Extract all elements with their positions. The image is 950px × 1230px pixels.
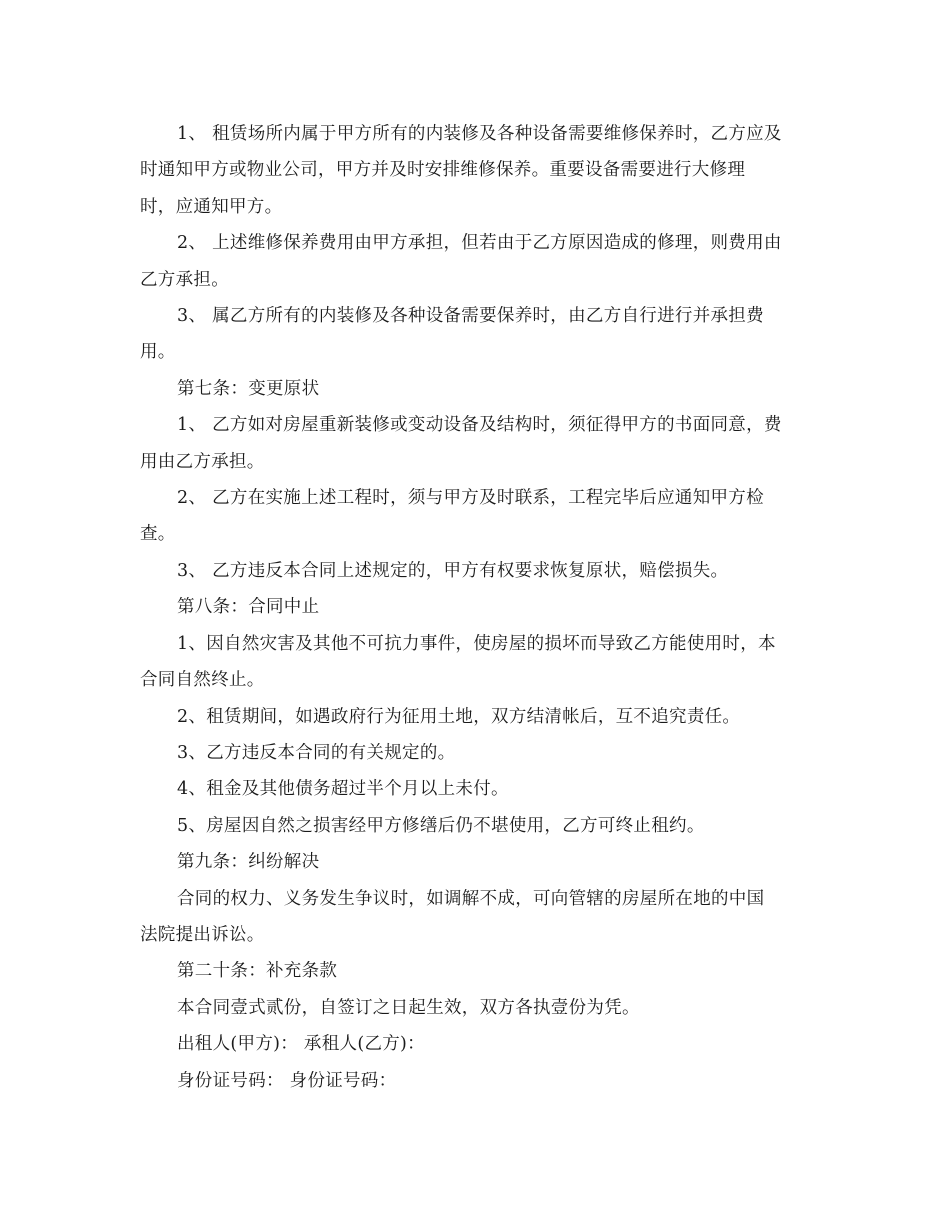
clause-8-1-line-2: 合同自然终止。 — [140, 670, 265, 691]
article-9-heading: 第九条：纠纷解决 — [177, 852, 320, 873]
clause-maintenance-3-line-2: 用。 — [140, 342, 176, 363]
clause-8-3: 3、乙方违反本合同的有关规定的。 — [177, 742, 456, 763]
clause-maintenance-1-line-1: 1、 租赁场所内属于甲方所有的内装修及各种设备需要维修保养时，乙方应及 — [177, 124, 782, 144]
clause-maintenance-2-line-1: 2、 上述维修保养费用由甲方承担，但若由于乙方原因造成的修理，则费用由 — [177, 233, 782, 254]
clause-9-line-2: 法院提出诉讼。 — [140, 924, 265, 945]
clause-8-1-line-1: 1、因自然灾害及其他不可抗力事件，使房屋的损坏而导致乙方能使用时，本 — [177, 633, 776, 654]
id-number-line: 身份证号码： 身份证号码： — [177, 1070, 397, 1091]
clause-7-1-line-1: 1、 乙方如对房屋重新装修或变动设备及结构时，须征得甲方的书面同意，费 — [177, 415, 782, 436]
article-7-heading: 第七条：变更原状 — [177, 378, 320, 399]
clause-7-2-line-1: 2、 乙方在实施上述工程时，须与甲方及时联系，工程完毕后应通知甲方检 — [177, 488, 764, 509]
clause-maintenance-1-line-2: 时通知甲方或物业公司，甲方并及时安排维修保养。重要设备需要进行大修理 — [140, 160, 746, 181]
document-body — [140, 116, 808, 1099]
clause-20: 本合同壹式贰份，自签订之日起生效，双方各执壹份为凭。 — [177, 997, 640, 1018]
clause-7-1-line-2: 用由乙方承担。 — [140, 451, 265, 472]
article-8-heading: 第八条：合同中止 — [177, 597, 320, 618]
clause-7-2-line-2: 查。 — [140, 524, 176, 545]
clause-maintenance-2-line-2: 乙方承担。 — [140, 269, 229, 290]
clause-maintenance-3-line-1: 3、 属乙方所有的内装修及各种设备需要保养时，由乙方自行进行并承担费 — [177, 306, 764, 327]
clause-8-4: 4、租金及其他债务超过半个月以上未付。 — [177, 779, 509, 800]
clause-8-2: 2、租赁期间，如遇政府行为征用土地，双方结清帐后，互不追究责任。 — [177, 706, 741, 727]
clause-7-3: 3、 乙方违反本合同上述规定的，甲方有权要求恢复原状，赔偿损失。 — [177, 560, 729, 581]
article-20-heading: 第二十条：补充条款 — [177, 961, 338, 982]
clause-9-line-1: 合同的权力、义务发生争议时，如调解不成，可向管辖的房屋所在地的中国 — [177, 888, 765, 909]
clause-maintenance-1-line-3: 时，应通知甲方。 — [140, 196, 283, 217]
signature-parties-line: 出租人(甲方)： 承租人(乙方)： — [177, 1034, 425, 1055]
clause-8-5: 5、房屋因自然之损害经甲方修缮后仍不堪使用，乙方可终止租约。 — [177, 815, 705, 836]
